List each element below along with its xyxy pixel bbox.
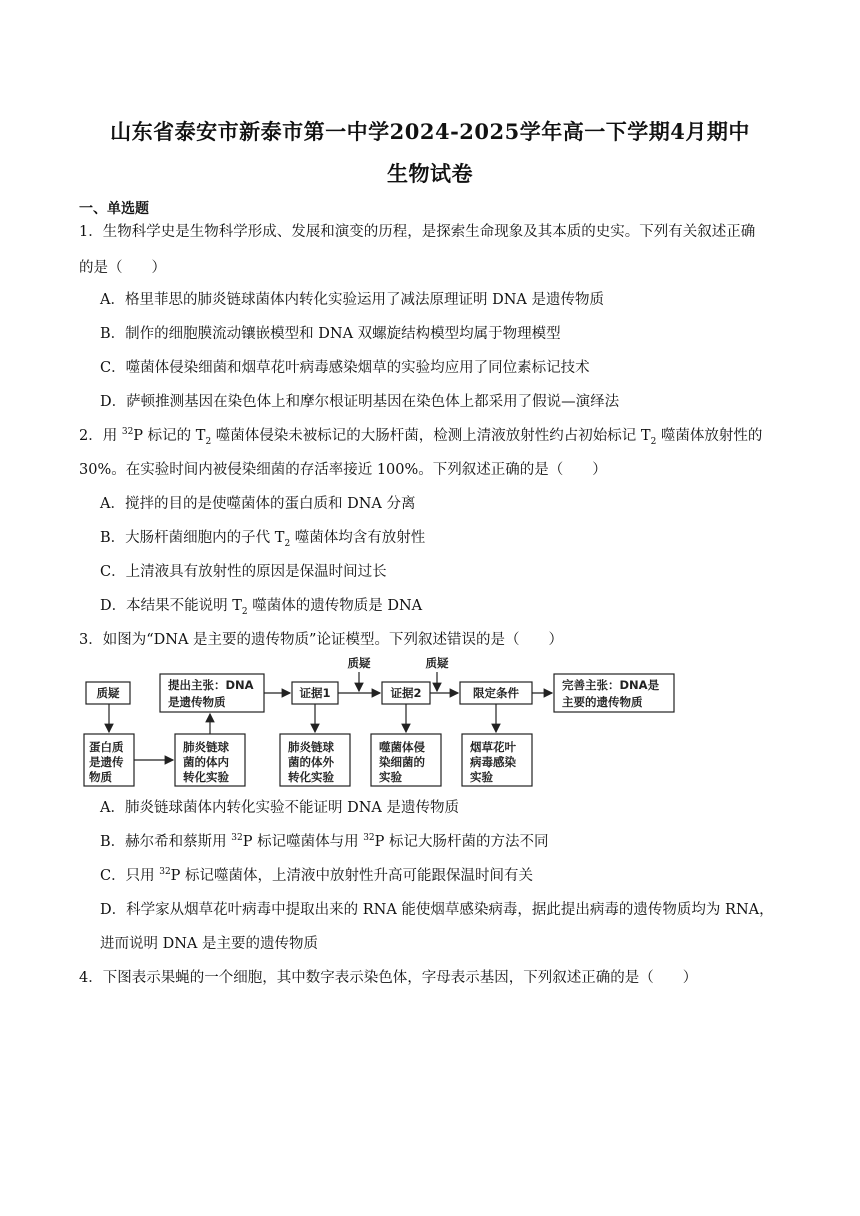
label-doubt-mid: 质疑 (347, 656, 371, 670)
label-invivo-1: 肺炎链球 (183, 740, 229, 754)
q3-option-d-line1: D．科学家从烟草花叶病毒中提取出来的 RNA 能使烟草感染病毒，据此提出病毒的遗传物质均为 RNA， (100, 902, 774, 918)
label-limit: 限定条件 (473, 686, 519, 700)
q1-option-c: C．噬菌体侵染细菌和烟草花叶病毒感染烟草的实验均应用了同位素标记技术 (100, 360, 590, 376)
q1-stem-line1: 1．生物科学史是生物科学形成、发展和演变的历程，是探索生命现象及其本质的史实。下列有关叙述正确 (79, 224, 756, 240)
argument-model-diagram (80, 654, 680, 790)
label-invitro-2: 菌的体外 (288, 755, 334, 769)
q3-option-d-line2: 进而说明 DNA 是主要的遗传物质 (100, 936, 319, 952)
label-invivo-2: 菌的体内 (183, 755, 229, 769)
label-final-2: 主要的遗传物质 (562, 695, 643, 709)
label-doubt-left: 质疑 (96, 686, 120, 700)
exam-title: 山东省泰安市新泰市第一中学2024-2025学年高一下学期4月期中 (110, 119, 750, 144)
q1-option-b: B．制作的细胞膜流动镶嵌模型和 DNA 双螺旋结构模型均属于物理模型 (100, 326, 561, 342)
q2-option-c: C．上清液具有放射性的原因是保温时间过长 (100, 564, 387, 580)
label-doubt-right: 质疑 (425, 656, 449, 670)
q3-stem: 3．如图为“DNA 是主要的遗传物质”论证模型。下列叙述错误的是（ ） (79, 632, 563, 648)
q3-option-b: B．赫尔希和蔡斯用 $^{32}$P 标记噬菌体与用 $^{32}$P 标记大肠杆菌的方法不同 (100, 833, 549, 850)
label-tmv-3: 实验 (470, 770, 493, 784)
q1-option-a: A．格里菲思的肺炎链球菌体内转化实验运用了减法原理证明 DNA 是遗传物质 (100, 292, 604, 308)
label-invivo-3: 转化实验 (183, 770, 229, 784)
q2-option-b: B．大肠杆菌细胞内的子代 $T_2$ 噬菌体均含有放射性 (100, 530, 426, 549)
exam-subject: 生物试卷 (387, 161, 473, 186)
q1-stem-line2: 的是（ ） (79, 260, 166, 276)
label-claim-1: 提出主张：DNA (168, 678, 254, 692)
label-final-1: 完善主张：DNA是 (562, 678, 660, 692)
label-invitro-1: 肺炎链球 (288, 740, 334, 754)
q2-option-d: D．本结果不能说明 $T_2$ 噬菌体的遗传物质是 DNA (100, 598, 423, 617)
label-claim-2: 是遗传物质 (168, 695, 226, 709)
label-evidence1: 证据1 (299, 686, 331, 700)
label-tmv-1: 烟草花叶 (470, 740, 516, 754)
q1-option-d: D．萨顿推测基因在染色体上和摩尔根证明基因在染色体上都采用了假说—演绎法 (100, 394, 620, 410)
label-tmv-2: 病毒感染 (470, 755, 516, 769)
section-heading: 一、单选题 (79, 201, 149, 217)
q3-option-a: A．肺炎链球菌体内转化实验不能证明 DNA 是遗传物质 (100, 800, 459, 816)
label-evidence2: 证据2 (390, 686, 422, 700)
label-phage-3: 实验 (379, 770, 402, 784)
q2-stem-line2: 30%。在实验时间内被侵染细菌的存活率接近 100%。下列叙述正确的是（ ） (79, 462, 607, 478)
q2-option-a: A．搅拌的目的是使噬菌体的蛋白质和 DNA 分离 (100, 496, 416, 512)
q4-stem: 4．下图表示果蝇的一个细胞，其中数字表示染色体，字母表示基因，下列叙述正确的是（ ） (79, 970, 698, 986)
label-protein-2: 是遗传 (89, 755, 124, 769)
label-protein-1: 蛋白质 (89, 740, 124, 754)
label-invitro-3: 转化实验 (288, 770, 334, 784)
q2-stem-line1: 2．用 $^{32}$P 标记的 $T_2$ 噬菌体侵染未被标记的大肠杆菌，检测上清液放射性约占初始标记 $T_2$ 噬菌体放射性的 (79, 427, 763, 447)
label-protein-3: 物质 (89, 770, 112, 784)
label-phage-2: 染细菌的 (379, 755, 425, 769)
label-phage-1: 噬菌体侵 (379, 740, 425, 754)
q3-option-c: C．只用 $^{32}$P 标记噬菌体，上清液中放射性升高可能跟保温时间有关 (100, 867, 534, 884)
